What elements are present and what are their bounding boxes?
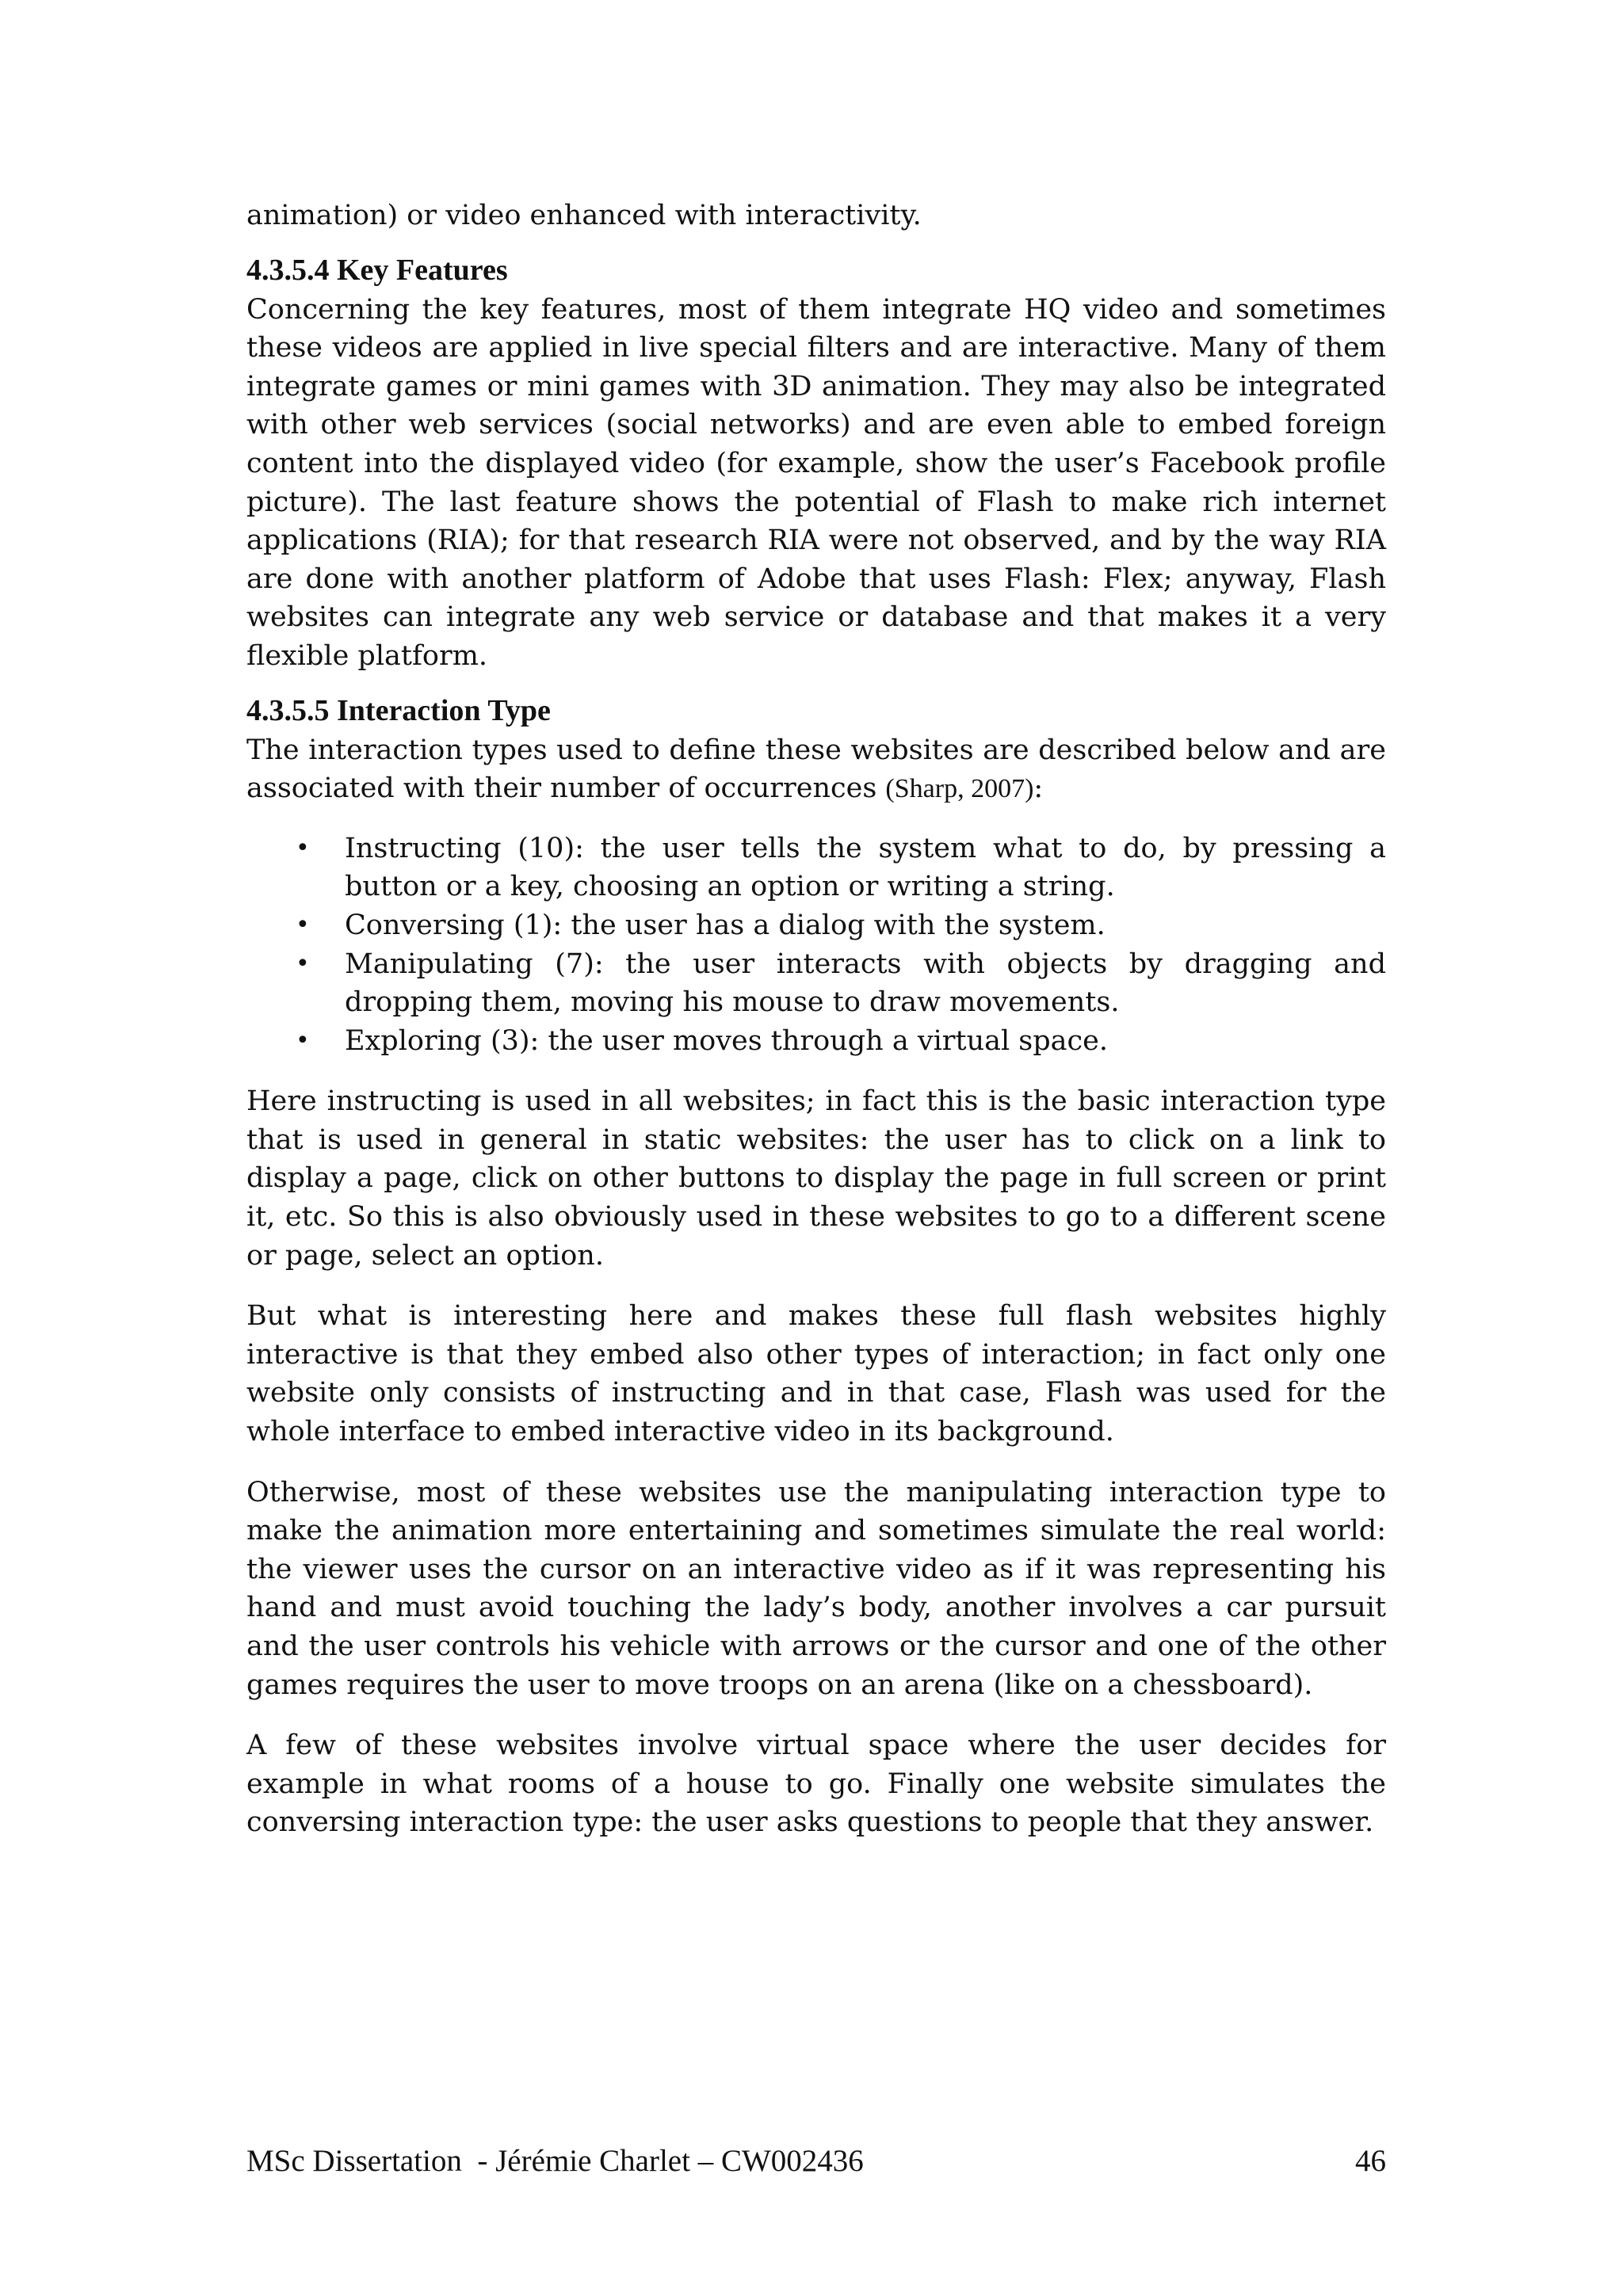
paragraph-virtual-space: A few of these websites involve virtual space where the user decides for example in what rooms of a house to go. Finally one website simulates the conversing interaction type: the user asks questions to people that they answer.: [246, 1730, 1386, 1839]
bullet-icon: •: [296, 1026, 310, 1055]
list-item: [246, 830, 1386, 906]
paragraph-instructing: Here instructing is used in all websites; in fact this is the basic interaction type that is used in general in static websites: the user has to click on a link to display a page, click on other buttons to display the page in full screen or print it, etc. So this is also obviously used in these websites to go to a different scene or page, select an option.: [246, 1085, 1386, 1272]
citation-sharp: (Sharp, 2007): [885, 774, 1034, 804]
paragraph-interaction-intro: [246, 731, 1386, 809]
list-item: [246, 945, 1386, 1022]
page-content: [246, 196, 1386, 1842]
heading-key-features: 4.3.5.4 Key Features: [246, 253, 508, 287]
paragraph-highly-interactive: But what is interesting here and makes these full flash websites highly interactive is that they embed also other types of interaction; in fact only one website only consists of instructing and in that case, Flash was used for the whole interface to embed interactive video in its background.: [246, 1300, 1386, 1448]
list-item: [246, 1022, 1386, 1061]
list-item: [246, 906, 1386, 945]
bullet-icon: •: [296, 910, 310, 939]
footer-title: MSc Dissertation - Jérémie Charlet – CW002436: [246, 2144, 864, 2178]
list-item-text: Instructing (10): the user tells the system what to do, by pressing a button or a key, choosing an option or writing a string.: [345, 832, 1386, 903]
bullet-icon: •: [296, 949, 310, 978]
list-item-text: Conversing (1): the user has a dialog with the system.: [345, 909, 1106, 941]
interaction-type-list: [246, 830, 1386, 1061]
interaction-intro-tail: :: [1033, 772, 1044, 805]
paragraph-key-features: Concerning the key features, most of them integrate HQ video and sometimes these videos are applied in live special filters and are interactive. Many of them integrate games or mini games with 3D animation. They may also be integrated with other web services (social networks) and are even able to embed foreign content into the displayed video (for example, show the user’s Facebook profile picture). The last feature shows the potential of Flash to make rich internet applications (RIA); for that research RIA were not observed, and by the way RIA are done with another platform of Adobe that uses Flash: Flex; anyway, Flash websites can integrate any web service or database and that makes it a very flexible platform.: [246, 293, 1386, 672]
bullet-icon: •: [296, 833, 310, 862]
page-number: 46: [1355, 2144, 1386, 2178]
list-item-text: Exploring (3): the user moves through a virtual space.: [345, 1024, 1108, 1057]
heading-interaction-type: 4.3.5.5 Interaction Type: [246, 693, 551, 727]
intro-line: animation) or video enhanced with interactivity.: [246, 200, 922, 231]
interaction-intro-text: The interaction types used to define these websites are described below and are associated with their number of occurrences: [246, 734, 1386, 805]
list-item-text: Manipulating (7): the user interacts with objects by dragging and dropping them, moving his mouse to draw movements.: [345, 948, 1386, 1019]
paragraph-manipulating: Otherwise, most of these websites use the manipulating interaction type to make the animation more entertaining and sometimes simulate the real world: the viewer uses the cursor on an interactive video as if it was representing his hand and must avoid touching the lady’s body, another involves a car pursuit and the user controls his vehicle with arrows or the cursor and one of the other games requires the user to move troops on an arena (like on a chessboard).: [246, 1476, 1386, 1701]
